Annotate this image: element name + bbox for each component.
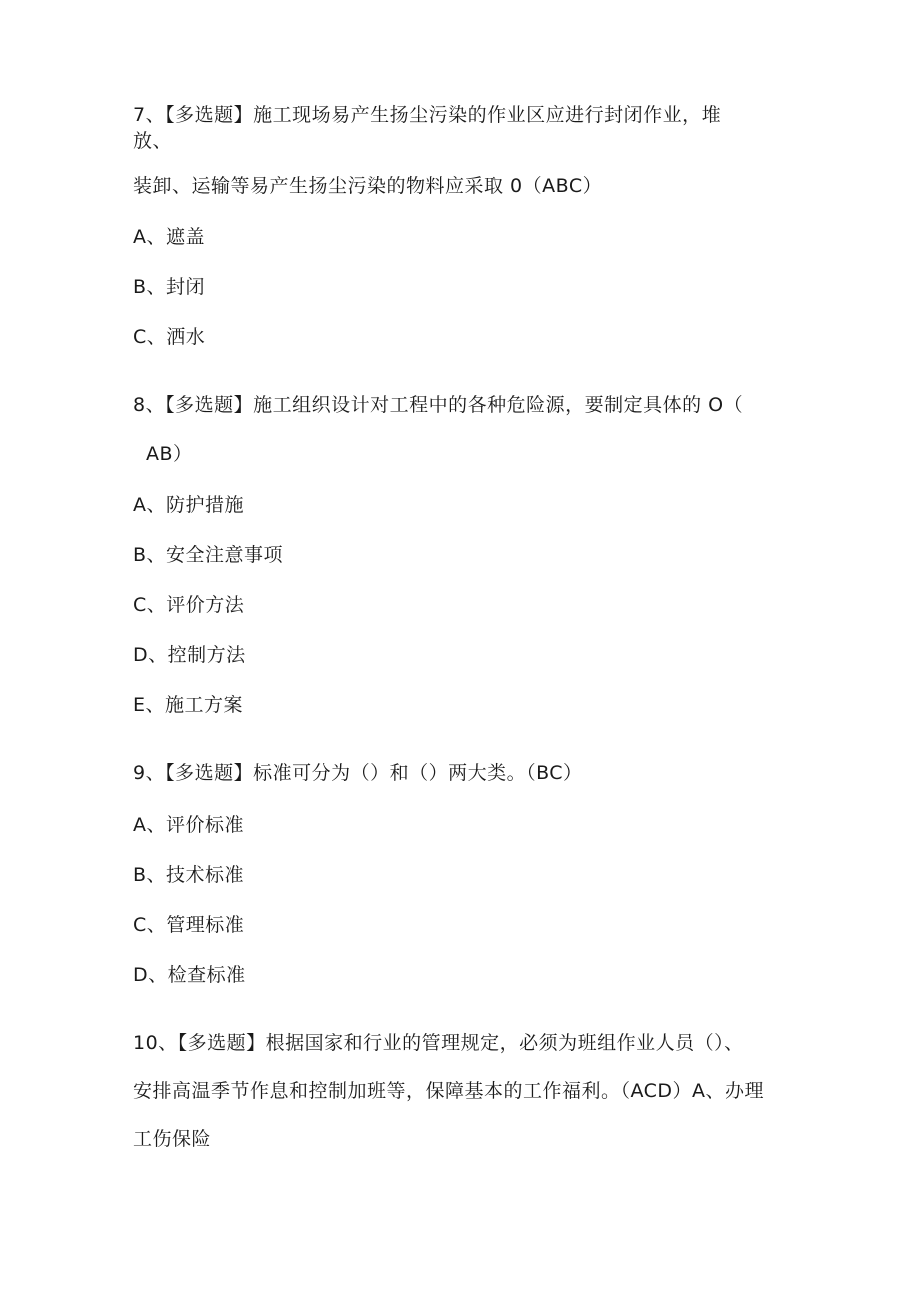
question-8-option-d: D、控制方法: [133, 644, 246, 666]
question-7-stem-line-2: 放、: [133, 130, 173, 152]
question-8-stem-line-1: 8、【多选题】施工组织设计对工程中的各种危险源，要制定具体的 O（: [133, 394, 744, 416]
question-8-option-c: C、评价方法: [133, 594, 245, 616]
question-10-stem-line-2: 安排高温季节作息和控制加班等，保障基本的工作福利。（ACD）A、办理: [133, 1080, 765, 1102]
question-8-stem-line-2: AB）: [146, 443, 193, 465]
question-10-stem-line-3: 工伤保险: [133, 1128, 212, 1150]
question-9-option-c: C、管理标准: [133, 914, 245, 936]
question-8-option-a: A、防护措施: [133, 494, 244, 516]
question-9-option-d: D、检查标准: [133, 964, 246, 986]
question-7-stem-line-1: 7、【多选题】施工现场易产生扬尘污染的作业区应进行封闭作业，堆: [133, 104, 722, 126]
question-9-option-a: A、评价标准: [133, 814, 244, 836]
question-7-stem-line-3: 装卸、运输等易产生扬尘污染的物料应采取 0（ABC）: [133, 175, 603, 197]
question-9-stem-line-1: 9、【多选题】标准可分为（）和（）两大类。（BC）: [133, 762, 583, 784]
question-7-option-c: C、洒水: [133, 326, 206, 348]
question-8-option-b: B、安全注意事项: [133, 544, 284, 566]
question-8-option-e: E、施工方案: [133, 694, 244, 716]
question-10-stem-line-1: 10、【多选题】根据国家和行业的管理规定，必须为班组作业人员（）、: [133, 1032, 744, 1054]
question-7-option-a: A、遮盖: [133, 226, 205, 248]
question-9-option-b: B、技术标准: [133, 864, 245, 886]
question-7-option-b: B、封闭: [133, 276, 206, 298]
